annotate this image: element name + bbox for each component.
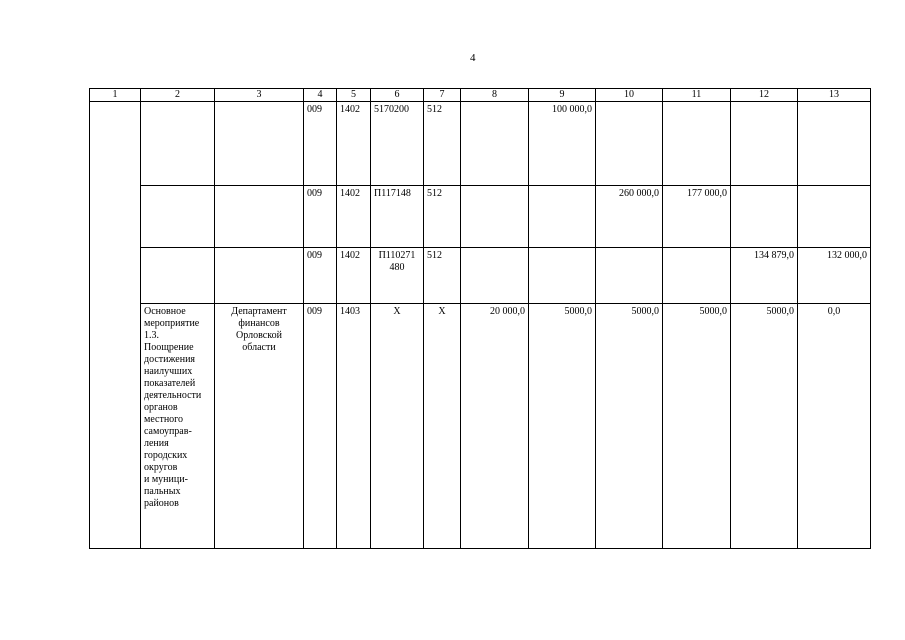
- column-number: 6: [371, 89, 424, 102]
- cell-c3: [215, 102, 304, 186]
- cell-c4: 009: [304, 102, 337, 186]
- cell-c8: 20 000,0: [461, 304, 529, 549]
- merged-cell-col1: [90, 102, 141, 549]
- cell-c11: [663, 102, 731, 186]
- table-row: [90, 102, 871, 186]
- cell-c11: 177 000,0: [663, 186, 731, 248]
- cell-c2: [141, 186, 215, 248]
- column-number: 13: [798, 89, 871, 102]
- activity-description: Основное мероприятие 1.3. Поощрение достижения наилучших показателей деятельности органов местного самоуправ- ления городских округов и муници- пальных районов: [141, 304, 215, 549]
- cell-c13: [798, 186, 871, 248]
- column-number: 10: [596, 89, 663, 102]
- cell-c12: 5000,0: [731, 304, 798, 549]
- column-number: 7: [424, 89, 461, 102]
- cell-c9: 100 000,0: [529, 102, 596, 186]
- cell-c5: 1402: [337, 186, 371, 248]
- cell-c2: [141, 248, 215, 304]
- cell-c2: [141, 102, 215, 186]
- cell-c7: 512: [424, 248, 461, 304]
- column-number: 12: [731, 89, 798, 102]
- cell-c6: 5170200: [371, 102, 424, 186]
- budget-table: [89, 88, 871, 549]
- cell-c10: [596, 248, 663, 304]
- cell-c9: [529, 248, 596, 304]
- cell-c3: [215, 248, 304, 304]
- column-number-row: [90, 89, 871, 102]
- cell-c5: 1402: [337, 248, 371, 304]
- cell-c6: П110271 480: [371, 248, 424, 304]
- page-number: 4: [470, 52, 476, 64]
- cell-c5: 1403: [337, 304, 371, 549]
- cell-c7: Х: [424, 304, 461, 549]
- column-number: 8: [461, 89, 529, 102]
- cell-c12: [731, 102, 798, 186]
- cell-c6: П117148: [371, 186, 424, 248]
- cell-c10: 5000,0: [596, 304, 663, 549]
- cell-c4: 009: [304, 248, 337, 304]
- cell-c11: [663, 248, 731, 304]
- column-number: 3: [215, 89, 304, 102]
- column-number: 1: [90, 89, 141, 102]
- cell-c8: [461, 186, 529, 248]
- cell-c7: 512: [424, 186, 461, 248]
- cell-c12: 134 879,0: [731, 248, 798, 304]
- table-row: [90, 186, 871, 248]
- column-number: 9: [529, 89, 596, 102]
- cell-c4: 009: [304, 186, 337, 248]
- cell-c10: [596, 102, 663, 186]
- cell-c6: Х: [371, 304, 424, 549]
- table-row: [90, 304, 871, 549]
- column-number: 11: [663, 89, 731, 102]
- cell-c13: 0,0: [798, 304, 871, 549]
- cell-c11: 5000,0: [663, 304, 731, 549]
- cell-c8: [461, 102, 529, 186]
- cell-c13: 132 000,0: [798, 248, 871, 304]
- cell-c4: 009: [304, 304, 337, 549]
- cell-c3: [215, 186, 304, 248]
- column-number: 4: [304, 89, 337, 102]
- cell-c10: 260 000,0: [596, 186, 663, 248]
- cell-c7: 512: [424, 102, 461, 186]
- department-name: Департамент финансов Орловской области: [215, 304, 304, 549]
- cell-c9: [529, 186, 596, 248]
- cell-c13: [798, 102, 871, 186]
- table-row: [90, 248, 871, 304]
- cell-c9: 5000,0: [529, 304, 596, 549]
- cell-c8: [461, 248, 529, 304]
- cell-c5: 1402: [337, 102, 371, 186]
- column-number: 2: [141, 89, 215, 102]
- cell-c12: [731, 186, 798, 248]
- column-number: 5: [337, 89, 371, 102]
